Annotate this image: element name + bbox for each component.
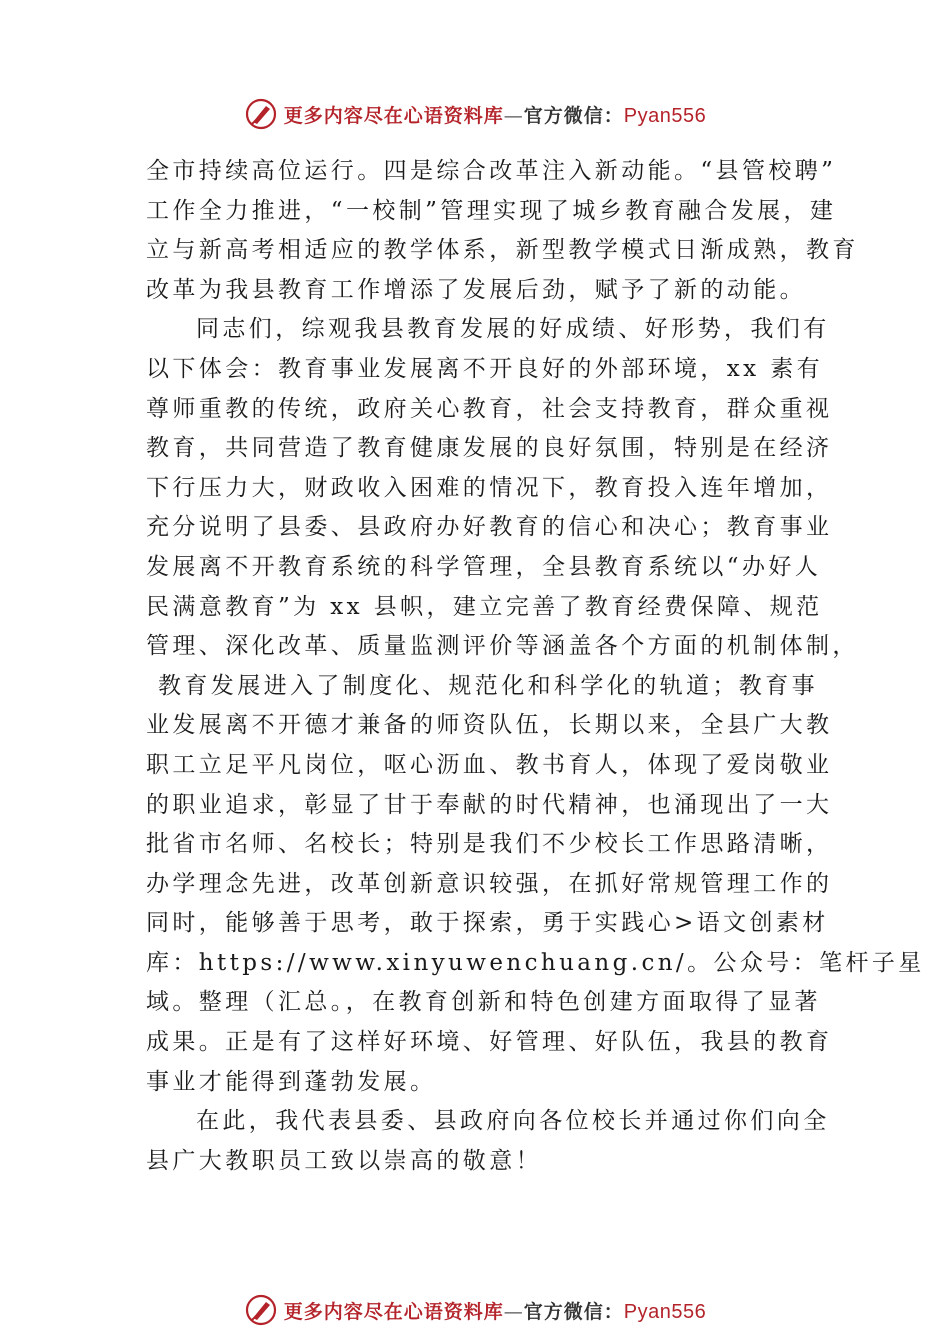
body-line: 下行压力大，财政收入困难的情况下，教育投入连年增加， xyxy=(146,474,833,501)
body-line: 改革为我县教育工作增添了发展后劲，赋予了新的动能。 xyxy=(146,276,806,303)
body-line: 批省市名师、名校长；特别是我们不少校长工作思路清晰， xyxy=(146,831,833,858)
body-line: 办学理念先进，改革创新意识较强，在抓好常规管理工作的 xyxy=(146,870,833,897)
header-banner xyxy=(0,94,950,134)
quill-pen-icon xyxy=(244,97,278,131)
body-line: 库：https://www.xinyuwenchuang.cn/。公众号：笔杆子星 xyxy=(146,949,925,976)
body-line: 业发展离不开德才兼备的师资队伍，长期以来，全县广大教 xyxy=(146,712,833,739)
banner-code: Pyan556 xyxy=(623,1300,707,1323)
body-line: 的职业追求，彰显了甘于奉献的时代精神，也涌现出了一大 xyxy=(146,791,833,818)
body-line: 成果。正是有了这样好环境、好管理、好队伍，我县的教育 xyxy=(146,1029,833,1056)
body-line: 域。整理（汇总。，在教育创新和特色创建方面取得了显著 xyxy=(146,989,821,1016)
body-line: 充分说明了县委、县政府办好教育的信心和决心；教育事业 xyxy=(146,514,833,541)
banner-middle: 官方微信： xyxy=(523,104,624,127)
banner-prefix: 更多内容尽在心语资料库 xyxy=(283,1300,504,1323)
paragraph-start-line: 同志们，综观我县教育发展的好成绩、好形势，我们有 xyxy=(196,316,830,343)
body-line: 发展离不开教育系统的科学管理，全县教育系统以“办好人 xyxy=(146,553,822,580)
banner-prefix: 更多内容尽在心语资料库 xyxy=(283,104,504,127)
body-line: 以下体会：教育事业发展离不开良好的外部环境，xx 素有 xyxy=(146,355,824,382)
banner-dash: — xyxy=(503,1300,524,1323)
banner-middle: 官方微信： xyxy=(523,1300,624,1323)
body-line: 全市持续高位运行。四是综合改革注入新动能。“县管校聘” xyxy=(146,158,837,184)
body-line: 县广大教职员工致以崇高的敬意！ xyxy=(146,1147,542,1174)
paragraph-start-line: 在此，我代表县委、县政府向各位校长并通过你们向全 xyxy=(196,1108,830,1135)
body-line: 管理、深化改革、质量监测评价等涵盖各个方面的机制体制， xyxy=(146,633,859,660)
body-line: 教育发展进入了制度化、规范化和科学化的轨道；教育事 xyxy=(158,672,818,699)
footer-banner xyxy=(0,1290,950,1330)
body-line: 事业才能得到蓬勃发展。 xyxy=(146,1068,437,1095)
body-line: 同时，能够善于思考，敢于探索，勇于实践心>语文创素材 xyxy=(146,910,829,937)
banner-text xyxy=(284,101,707,128)
banner-text xyxy=(284,1297,707,1324)
body-line: 教育，共同营造了教育健康发展的良好氛围，特别是在经济 xyxy=(146,435,833,462)
banner-code: Pyan556 xyxy=(623,104,707,127)
body-line: 工作全力推进，“一校制”管理实现了城乡教育融合发展，建 xyxy=(146,197,837,224)
body-line: 尊师重教的传统，政府关心教育，社会支持教育，群众重视 xyxy=(146,395,833,422)
body-line: 立与新高考相适应的教学体系，新型教学模式日渐成熟，教育 xyxy=(146,237,859,264)
body-line: 民满意教育”为 xx 县帜，建立完善了教育经费保障、规范 xyxy=(146,593,823,620)
body-line: 职工立足平凡岗位，呕心沥血、教书育人，体现了爱岗敬业 xyxy=(146,751,833,778)
document-body xyxy=(146,152,925,1181)
quill-pen-icon xyxy=(244,1293,278,1327)
banner-dash: — xyxy=(503,104,524,127)
